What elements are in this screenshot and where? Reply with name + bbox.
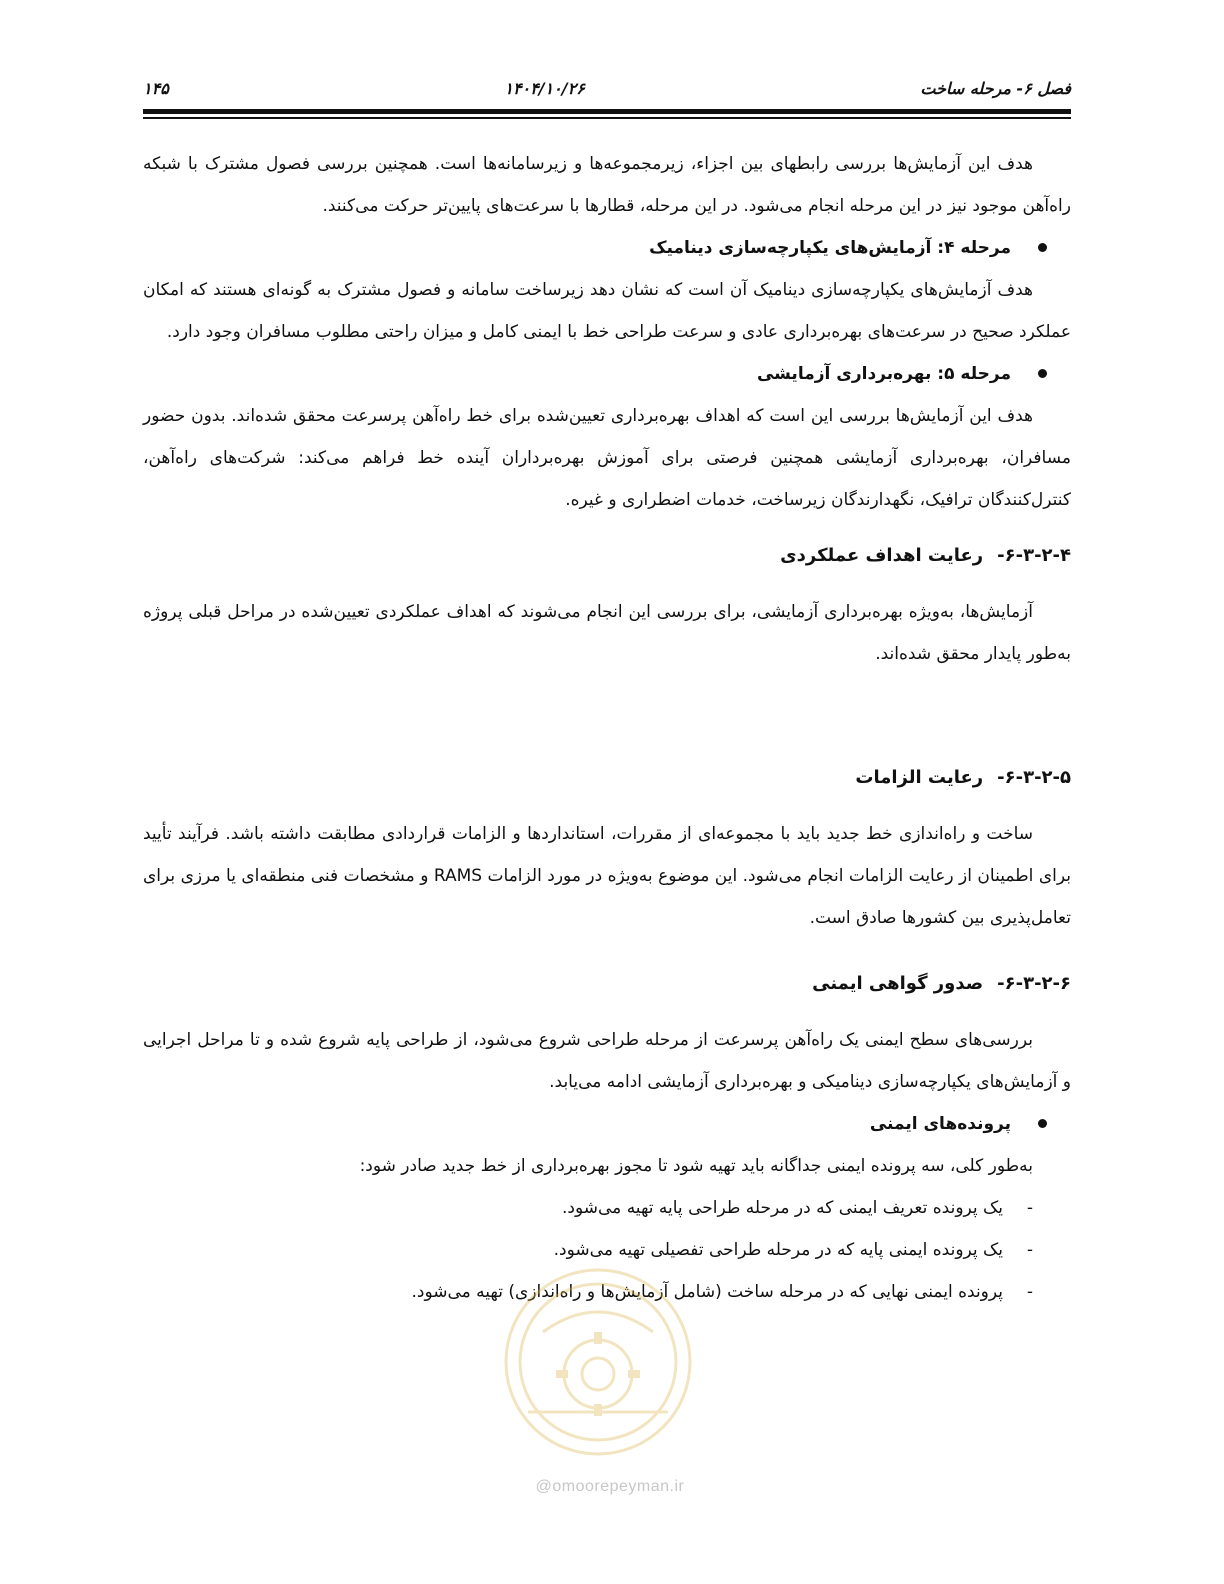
section-title: رعایت الزامات (855, 767, 984, 788)
list-item (143, 1271, 1071, 1313)
safety-files-intro: به‌طور کلی، سه پرونده ایمنی جداگانه باید تهیه شود تا مجوز بهره‌برداری از خط جدید صادر شود: (359, 1156, 1033, 1176)
bullet-stage-4-label: مرحله ۴: آزمایش‌های یکپارچه‌سازی دینامیک (649, 238, 1011, 258)
bullet-stage-5 (143, 353, 1071, 395)
watermark-text: @omoorepeyman.ir (535, 1478, 685, 1495)
dash-marker: - (1026, 1198, 1033, 1218)
paragraph-stage-5: هدف این آزمایش‌ها بررسی این است که اهداف بهره‌برداری تعیین‌شده برای خط راه‌آهن پرسرعت محقق شده‌اند. بدون حضور مسافران، بهره‌برداری آزمایشی همچنین فرصتی برای آموزش بهره‌برداران آینده خط فراهم می‌کند: شرکت‌های راه‌آهن، کنترل‌کنندگان ترافیک، نگهدارندگان زیرساخت، خدمات اضطراری و غیره. (143, 406, 1071, 510)
section-heading-6 (143, 963, 1071, 1005)
bullet-dot-icon (1038, 369, 1047, 378)
bullet-safety-files (143, 1103, 1071, 1145)
bullet-dot-icon (1038, 1119, 1047, 1128)
list-item (143, 1187, 1071, 1229)
header-rule-thick (143, 109, 1071, 114)
bullet-stage-4 (143, 227, 1071, 269)
page-number: ۱۴۵ (143, 78, 169, 98)
section-title: صدور گواهی ایمنی (812, 973, 984, 994)
chapter-title: فصل ۶- مرحله ساخت (920, 78, 1071, 98)
bullet-stage-5-label: مرحله ۵: بهره‌برداری آزمایشی (756, 364, 1011, 384)
section-heading-4 (143, 535, 1071, 577)
dash-marker: - (1026, 1240, 1033, 1260)
list-item-text: پرونده ایمنی نهایی که در مرحله ساخت (شامل آزمایش‌ها و راه‌اندازی) تهیه می‌شود. (411, 1282, 1003, 1302)
page-body (143, 143, 1071, 1313)
bullet-safety-files-label: پرونده‌های ایمنی (869, 1114, 1011, 1134)
header-rule-thin (143, 117, 1071, 119)
section-number: ۶-۳-۲-۴- (997, 545, 1071, 566)
section-heading-5 (143, 757, 1071, 799)
list-item-text: یک پرونده تعریف ایمنی که در مرحله طراحی پایه تهیه می‌شود. (562, 1198, 1003, 1218)
page-header (143, 72, 1071, 104)
paragraph-intro: هدف این آزمایش‌ها بررسی رابطهای بین اجزاء، زیرمجموعه‌ها و زیرسامانه‌ها است. همچنین بررسی فصول مشترک با شبکه راه‌آهن موجود نیز در این مرحله انجام می‌شود. در این مرحله، قطارها با سرعت‌های پایین‌تر حرکت می‌کنند. (143, 154, 1071, 216)
section-number: ۶-۳-۲-۵- (997, 767, 1071, 788)
document-page (143, 0, 1071, 1584)
section-number: ۶-۳-۲-۶- (997, 973, 1071, 994)
dash-marker: - (1026, 1282, 1033, 1302)
list-item-text: یک پرونده ایمنی پایه که در مرحله طراحی تفصیلی تهیه می‌شود. (553, 1240, 1003, 1260)
paragraph-stage-4: هدف آزمایش‌های یکپارچه‌سازی دینامیک آن است که نشان دهد زیرساخت سامانه و فصول مشترک به گونه‌ای هستند که امکان عملکرد صحیح در سرعت‌های بهره‌برداری عادی و سرعت طراحی خط با ایمنی کامل و میزان راحتی مطلوب مسافران وجود دارد. (143, 280, 1071, 342)
bullet-dot-icon (1038, 243, 1047, 252)
header-date: ۱۴۰۴/۱۰/۲۶ (504, 78, 585, 98)
paragraph-section-5: ساخت و راه‌اندازی خط جدید باید با مجموعه‌ای از مقررات، استانداردها و الزامات قراردادی مطابقت داشته باشد. فرآیند تأیید برای اطمینان از رعایت الزامات انجام می‌شود. این موضوع به‌ویژه در مورد الزامات RAMS و مشخصات فنی منطقه‌ای یا مرزی برای تعامل‌پذیری بین کشورها صادق است. (143, 824, 1071, 928)
section-title: رعایت اهداف عملکردی (780, 545, 984, 566)
list-item (143, 1229, 1071, 1271)
paragraph-section-4: آزمایش‌ها، به‌ویژه بهره‌برداری آزمایشی، برای بررسی این انجام می‌شوند که اهداف عملکردی تعیین‌شده در مراحل قبلی پروژه به‌طور پایدار محقق شده‌اند. (143, 602, 1071, 664)
paragraph-section-6: بررسی‌های سطح ایمنی یک راه‌آهن پرسرعت از مرحله طراحی شروع می‌شود، از طراحی پایه شروع شده و تا مراحل اجرایی و آزمایش‌های یکپارچه‌سازی دینامیکی و بهره‌برداری آزمایشی ادامه می‌یابد. (143, 1030, 1071, 1092)
